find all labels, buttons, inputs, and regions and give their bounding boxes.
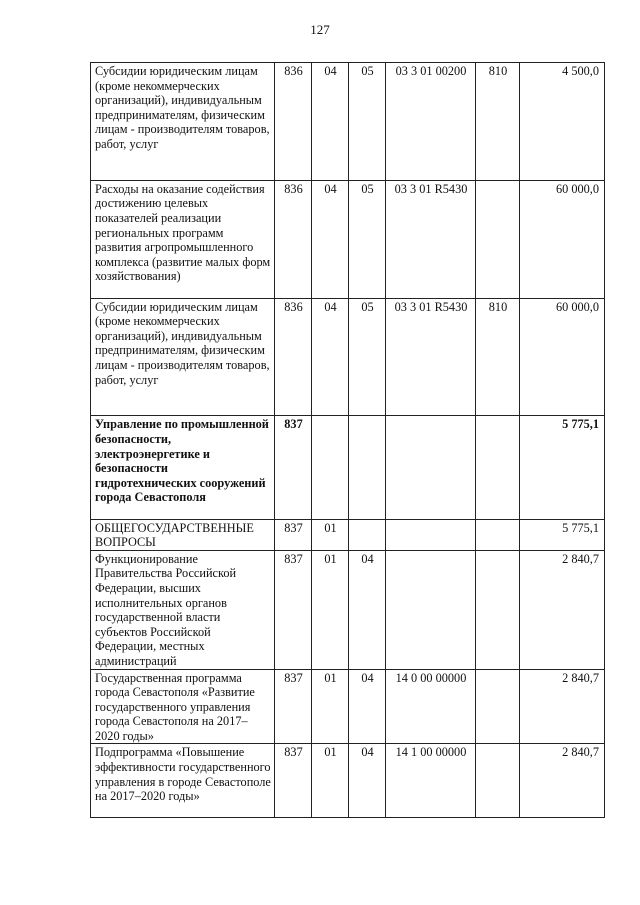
- row-csr-cell: [386, 416, 476, 519]
- page-number: 127: [310, 22, 330, 37]
- row-sum-cell: 5 775,1: [520, 519, 605, 550]
- row-rz-cell: 01: [312, 550, 349, 669]
- row-pr-cell: 04: [349, 744, 386, 818]
- row-pr-cell: 04: [349, 669, 386, 744]
- row-vr-cell: 810: [476, 298, 520, 416]
- row-sum-cell: 2 840,7: [520, 669, 605, 744]
- row-csr-cell: 14 1 00 00000: [386, 744, 476, 818]
- row-name-cell: Расходы на оказание содействия достижению целевых показателей реализации региональных программ развития агропромышленного комплекса (развитие малых форм хозяйствования): [91, 180, 275, 298]
- row-ved-cell: 837: [275, 669, 312, 744]
- row-vr-cell: [476, 744, 520, 818]
- row-pr-cell: 04: [349, 550, 386, 669]
- row-sum-cell: 4 500,0: [520, 63, 605, 181]
- row-name-cell: Государственная программа города Севастополя «Развитие государственного управления города Севастополя на 2017–2020 годы»: [91, 669, 275, 744]
- row-pr-cell: 05: [349, 298, 386, 416]
- row-vr-cell: [476, 416, 520, 519]
- row-rz-cell: 04: [312, 63, 349, 181]
- row-pr-cell: [349, 519, 386, 550]
- row-ved-cell: 837: [275, 550, 312, 669]
- row-sum-cell: 60 000,0: [520, 180, 605, 298]
- table-row: [91, 63, 605, 181]
- row-vr-cell: 810: [476, 63, 520, 181]
- row-pr-cell: 05: [349, 63, 386, 181]
- row-sum-cell: 2 840,7: [520, 550, 605, 669]
- table-row: [91, 519, 605, 550]
- row-csr-cell: 03 3 01 R5430: [386, 298, 476, 416]
- row-csr-cell: [386, 519, 476, 550]
- row-vr-cell: [476, 669, 520, 744]
- row-csr-cell: 03 3 01 00200: [386, 63, 476, 181]
- row-name-cell: Управление по промышленной безопасности, электроэнергетике и безопасности гидротехнических сооружений города Севастополя: [91, 416, 275, 519]
- row-ved-cell: 836: [275, 298, 312, 416]
- row-name-cell: Функционирование Правительства Российской Федерации, высших исполнительных органов государственной власти субъектов Российской Федерации, местных администраций: [91, 550, 275, 669]
- row-rz-cell: 04: [312, 180, 349, 298]
- table-row: [91, 416, 605, 519]
- row-name-cell: Подпрограмма «Повышение эффективности государственного управления в городе Севастополе на 2017–2020 годы»: [91, 744, 275, 818]
- row-rz-cell: 01: [312, 519, 349, 550]
- row-ved-cell: 837: [275, 744, 312, 818]
- table-row: [91, 550, 605, 669]
- row-pr-cell: 05: [349, 180, 386, 298]
- row-sum-cell: 2 840,7: [520, 744, 605, 818]
- row-sum-cell: 5 775,1: [520, 416, 605, 519]
- row-sum-cell: 60 000,0: [520, 298, 605, 416]
- table-row: [91, 180, 605, 298]
- table-row: [91, 669, 605, 744]
- row-vr-cell: [476, 519, 520, 550]
- row-ved-cell: 836: [275, 180, 312, 298]
- table-row: [91, 298, 605, 416]
- row-csr-cell: [386, 550, 476, 669]
- row-name-cell: Субсидии юридическим лицам (кроме некоммерческих организаций), индивидуальным предпринимателям, физическим лицам - производителям товаров, работ, услуг: [91, 63, 275, 181]
- row-csr-cell: 03 3 01 R5430: [386, 180, 476, 298]
- row-rz-cell: 01: [312, 744, 349, 818]
- row-ved-cell: 836: [275, 63, 312, 181]
- row-name-cell: Субсидии юридическим лицам (кроме некоммерческих организаций), индивидуальным предпринимателям, физическим лицам - производителям товаров, работ, услуг: [91, 298, 275, 416]
- table-row: [91, 744, 605, 818]
- row-ved-cell: 837: [275, 519, 312, 550]
- row-csr-cell: 14 0 00 00000: [386, 669, 476, 744]
- row-name-cell: ОБЩЕГОСУДАРСТВЕННЫЕ ВОПРОСЫ: [91, 519, 275, 550]
- row-pr-cell: [349, 416, 386, 519]
- budget-table-body: [91, 63, 605, 818]
- row-rz-cell: 01: [312, 669, 349, 744]
- row-vr-cell: [476, 550, 520, 669]
- row-vr-cell: [476, 180, 520, 298]
- budget-table: [90, 62, 605, 818]
- row-rz-cell: [312, 416, 349, 519]
- row-ved-cell: 837: [275, 416, 312, 519]
- row-rz-cell: 04: [312, 298, 349, 416]
